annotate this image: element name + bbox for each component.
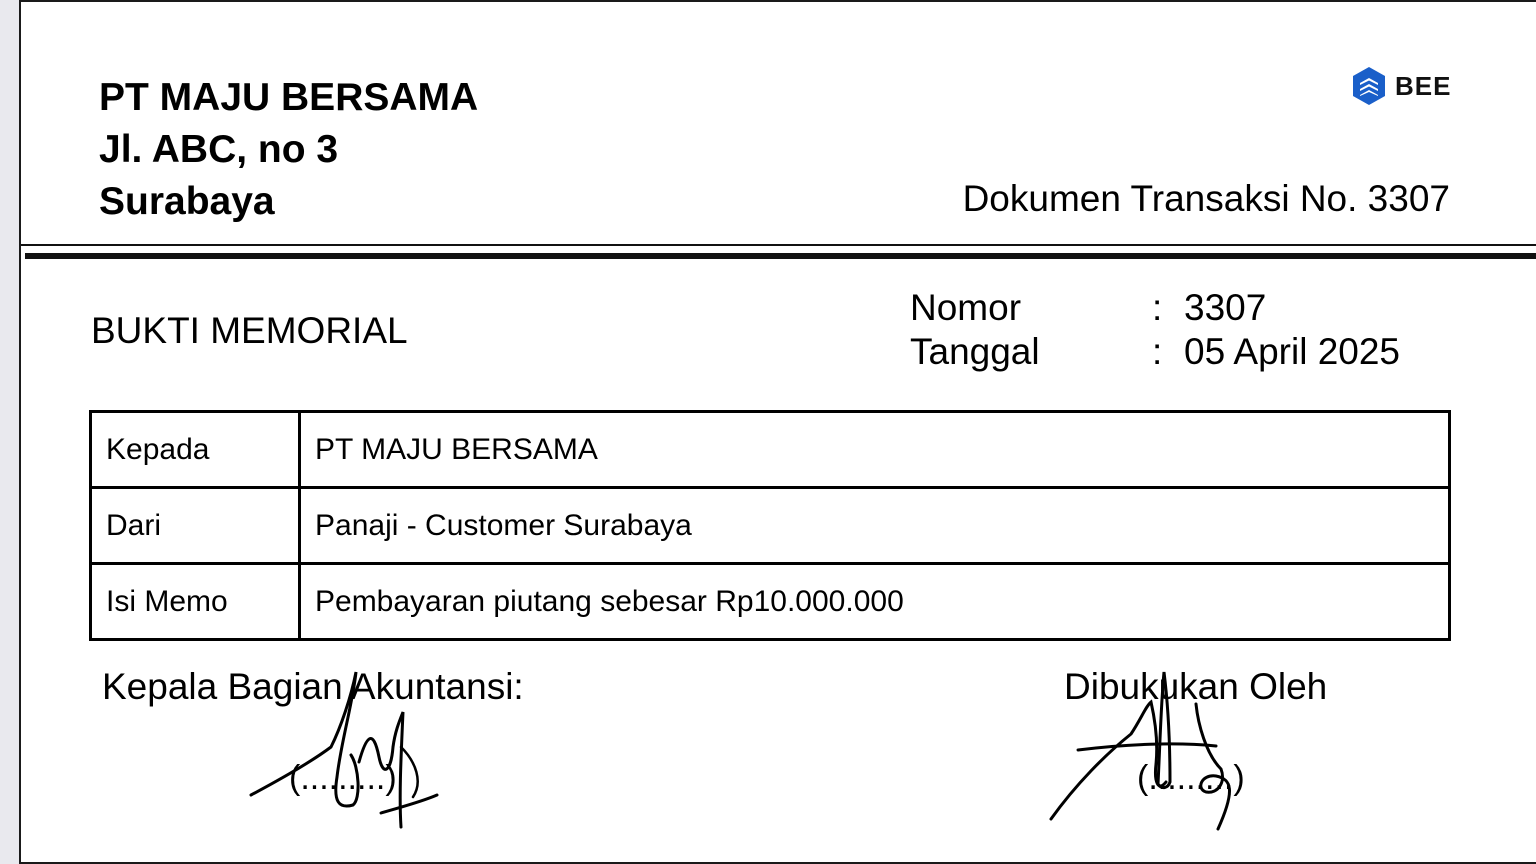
signature-right-title: Dibukukan Oleh bbox=[1064, 666, 1328, 707]
nomor-colon: : bbox=[1152, 287, 1163, 328]
meta-row-nomor bbox=[910, 286, 1400, 330]
row-label-dari: Dari bbox=[91, 488, 300, 564]
row-value-isi-memo: Pembayaran piutang sebesar Rp10.000.000 bbox=[300, 564, 1450, 640]
signature-left-line: (.........) bbox=[289, 759, 397, 797]
nomor-value: 3307 bbox=[1184, 287, 1267, 328]
document-title: BUKTI MEMORIAL bbox=[91, 310, 408, 351]
meta-row-tanggal bbox=[910, 330, 1400, 374]
tanggal-label: Tanggal bbox=[910, 331, 1040, 372]
signature-right-line: (.........) bbox=[1137, 759, 1245, 797]
bee-hexagon-logo-icon bbox=[1351, 66, 1387, 106]
document-meta bbox=[910, 286, 1400, 374]
memo-table bbox=[89, 410, 1451, 641]
company-name: PT MAJU BERSAMA bbox=[99, 76, 479, 119]
logo-text: BEE bbox=[1395, 70, 1452, 101]
table-row bbox=[91, 412, 1450, 488]
document-number: Dokumen Transaksi No. 3307 bbox=[962, 178, 1450, 219]
row-value-dari: Panaji - Customer Surabaya bbox=[300, 488, 1450, 564]
header-divider-thick bbox=[25, 253, 1536, 259]
document-page bbox=[19, 0, 1536, 864]
row-label-isi-memo: Isi Memo bbox=[91, 564, 300, 640]
company-address: Jl. ABC, no 3 bbox=[99, 128, 339, 171]
table-row bbox=[91, 488, 1450, 564]
signature-left-title: Kepala Bagian Akuntansi: bbox=[102, 666, 524, 707]
bee-logo bbox=[1351, 66, 1451, 106]
tanggal-value: 05 April 2025 bbox=[1184, 331, 1401, 372]
header-divider-thin bbox=[21, 244, 1536, 246]
company-city: Surabaya bbox=[99, 180, 275, 223]
company-header bbox=[99, 72, 478, 228]
table-row bbox=[91, 564, 1450, 640]
nomor-label: Nomor bbox=[910, 287, 1022, 328]
row-value-kepada: PT MAJU BERSAMA bbox=[300, 412, 1450, 488]
tanggal-colon: : bbox=[1152, 331, 1163, 372]
row-label-kepada: Kepada bbox=[91, 412, 300, 488]
